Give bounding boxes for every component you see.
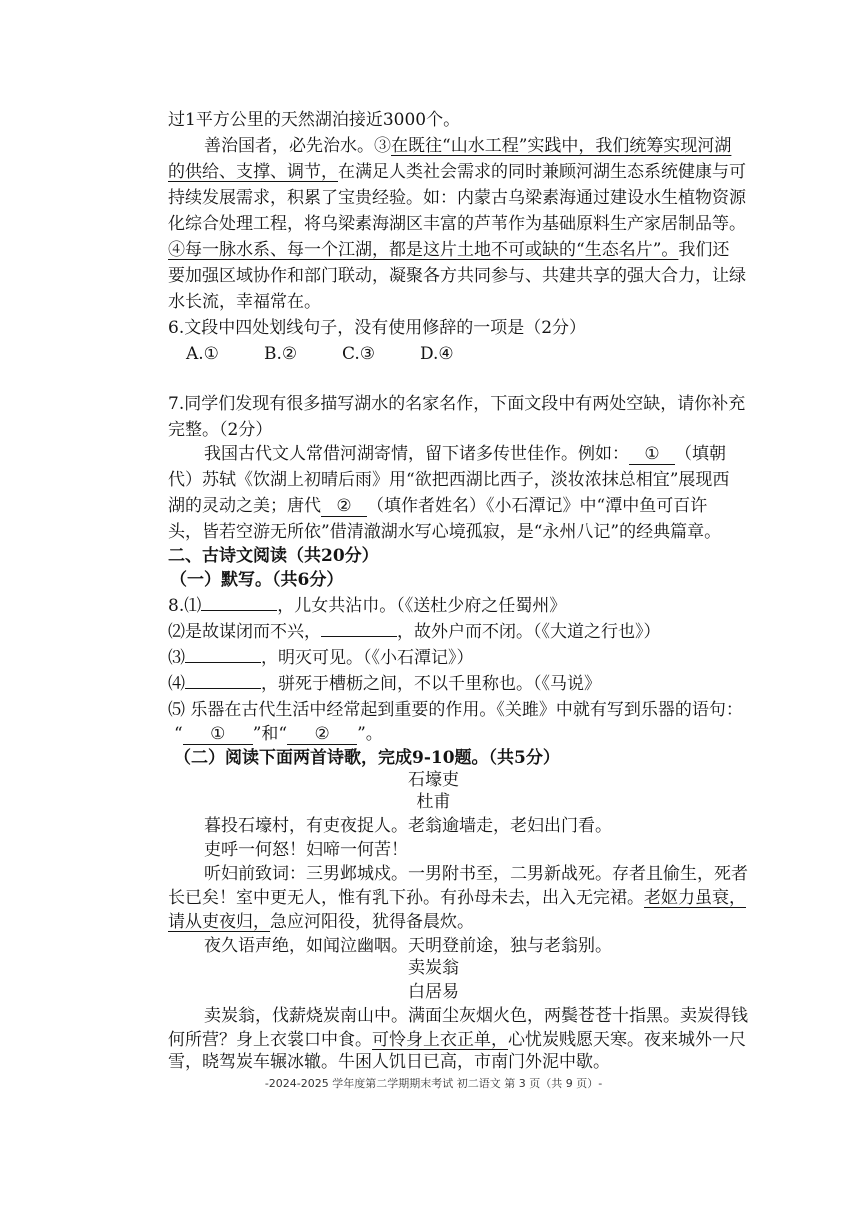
paragraph-line: 过1平方公里的天然湖泊接近3000个。 bbox=[168, 110, 461, 130]
text: “ bbox=[174, 724, 183, 744]
question-7-text: 头，皆若空游无所依”借清澈湖水写心境孤寂，是“永州八记”的经典篇章。 bbox=[168, 522, 722, 542]
text: ⑷ bbox=[168, 674, 185, 694]
text: 8.⑴ bbox=[168, 596, 202, 616]
underlined-sentence: 在既往“山水工程”实践中，我们统筹实现河湖 bbox=[391, 136, 732, 156]
question-6-stem: 6.文段中四处划线句子，没有使用修辞的一项是（2分） bbox=[168, 318, 587, 338]
question-8-line bbox=[168, 646, 474, 670]
underlined-sentence: 可怜身上衣正单， bbox=[372, 1030, 508, 1050]
poem-line bbox=[168, 1028, 746, 1052]
text: ，儿女共沾巾。（《送杜少府之任蜀州》 bbox=[277, 596, 567, 616]
text: ⑵是故谋闭而不兴， bbox=[168, 622, 321, 642]
question-7-text: 代）苏轼《饮湖上初晴后雨》用“欲把西湖比西子，淡妆浓抹总相宜”展现西 bbox=[168, 470, 730, 490]
poem-title: 卖炭翁 bbox=[408, 958, 459, 978]
fill-blank[interactable] bbox=[185, 662, 261, 663]
question-8-line bbox=[168, 620, 661, 644]
question-8-line bbox=[174, 722, 383, 746]
text: ⑶ bbox=[168, 648, 185, 668]
text: 在满足人类社会需求的同时兼顾河湖生态系统健康与可 bbox=[338, 162, 746, 182]
poem-line: 暮投石壕村，有吏夜捉人。老翁逾墙走，老妇出门看。 bbox=[204, 816, 612, 836]
text: ”和“ bbox=[252, 724, 288, 744]
text: ，故外户而不闭。（《大道之行也》） bbox=[397, 622, 661, 642]
text: 心忧炭贱愿天寒。夜来城外一尺 bbox=[508, 1030, 746, 1050]
text: 急应河阳役，犹得备晨炊。 bbox=[270, 912, 474, 932]
question-7-text bbox=[204, 442, 726, 466]
fill-blank[interactable] bbox=[201, 610, 277, 611]
paragraph-line bbox=[168, 238, 729, 262]
paragraph-line: 化综合处理工程，将乌梁素海湖区丰富的芦苇作为基础原料生产家居制品等。 bbox=[168, 214, 746, 234]
text: （填作者姓名）《小石潭记》中“潭中鱼可百许 bbox=[367, 496, 708, 516]
option-a[interactable]: A.① bbox=[186, 344, 219, 364]
text: （填朝 bbox=[675, 444, 726, 464]
poem-author: 杜甫 bbox=[416, 792, 451, 812]
page-footer: -2024-2025 学年度第二学期期末考试 初二语文 第 3 页（共 9 页）- bbox=[264, 1077, 603, 1090]
underlined-sentence: 老妪力虽衰， bbox=[644, 888, 746, 908]
poem-line: 雪，晓驾炭车辗冰辙。牛困人饥日已高，市南门外泥中歇。 bbox=[168, 1052, 610, 1072]
poem-line: 听妇前致词：三男邺城戍。一男附书至，二男新战死。存者且偷生，死者 bbox=[204, 864, 748, 884]
text: 善治国者，必先治水。③ bbox=[204, 136, 391, 156]
text: 湖的灵动之美；唐代 bbox=[168, 496, 321, 516]
poem-line bbox=[168, 886, 746, 910]
question-8-line bbox=[168, 594, 566, 618]
blank-1[interactable]: ① bbox=[629, 444, 675, 465]
blank-1[interactable]: ① bbox=[183, 724, 253, 745]
poem-title: 石壕吏 bbox=[408, 770, 459, 790]
poem-line: 吏呼一何怒！妇啼一何苦！ bbox=[204, 840, 408, 860]
paragraph-line bbox=[168, 160, 746, 184]
paragraph-line: 水长流，幸福常在。 bbox=[168, 292, 321, 312]
text: 何所营？身上衣裳口中食。 bbox=[168, 1030, 372, 1050]
subsection-heading: （二）阅读下面两首诗歌，完成9-10题。（共5分） bbox=[174, 748, 560, 768]
text: ”。 bbox=[357, 724, 383, 744]
section-heading: 二、古诗文阅读（共20分） bbox=[168, 546, 379, 566]
question-7-stem: 7.同学们发现有很多描写湖水的名家名作，下面文段中有两处空缺，请你补充 bbox=[168, 394, 746, 414]
question-7-text bbox=[168, 494, 707, 518]
fill-blank[interactable] bbox=[321, 636, 397, 637]
blank-2[interactable]: ② bbox=[321, 496, 367, 517]
poem-line: 夜久语声绝，如闻泣幽咽。天明登前途，独与老翁别。 bbox=[204, 936, 612, 956]
text: 我国古代文人常借河湖寄情，留下诸多传世佳作。例如： bbox=[204, 444, 629, 464]
text: 我们还 bbox=[678, 240, 730, 260]
option-d[interactable]: D.④ bbox=[420, 344, 454, 364]
poem-line: 卖炭翁，伐薪烧炭南山中。满面尘灰烟火色，两鬓苍苍十指黑。卖炭得钱 bbox=[204, 1006, 748, 1026]
paragraph-line bbox=[204, 134, 731, 158]
underlined-sentence: ④每一脉水系、每一个江湖，都是这片土地不可或缺的“生态名片”。 bbox=[168, 240, 679, 260]
question-7-stem: 完整。（2分） bbox=[168, 420, 273, 440]
underlined-sentence: 的供给、支撑、调节， bbox=[168, 162, 338, 182]
poem-author: 白居易 bbox=[408, 982, 459, 1002]
paragraph-line: 要加强区域协作和部门联动，凝聚各方共同参与、共建共享的强大合力，让绿 bbox=[168, 266, 746, 286]
subsection-heading: （一）默写。（共6分） bbox=[170, 570, 344, 590]
option-b[interactable]: B.② bbox=[264, 344, 298, 364]
question-8-line: ⑸ 乐器在古代生活中经常起到重要的作用。《关雎》中就有写到乐器的语句： bbox=[168, 700, 743, 720]
fill-blank[interactable] bbox=[185, 688, 261, 689]
underlined-sentence: 请从吏夜归， bbox=[168, 912, 270, 932]
text: ，骈死于槽枥之间，不以千里称也。（《马说》 bbox=[261, 674, 601, 694]
text: 长已矣！室中更无人，惟有乳下孙。有孙母未去，出入无完裙。 bbox=[168, 888, 644, 908]
poem-line bbox=[168, 910, 474, 934]
paragraph-line: 持续发展需求，积累了宝贵经验。如：内蒙古乌梁素海通过建设水生植物资源 bbox=[168, 188, 746, 208]
question-8-line bbox=[168, 672, 601, 696]
question-6-options bbox=[186, 342, 498, 366]
text: ，明灭可见。（《小石潭记》） bbox=[261, 648, 474, 668]
blank-2[interactable]: ② bbox=[287, 724, 357, 745]
option-c[interactable]: C.③ bbox=[342, 344, 376, 364]
